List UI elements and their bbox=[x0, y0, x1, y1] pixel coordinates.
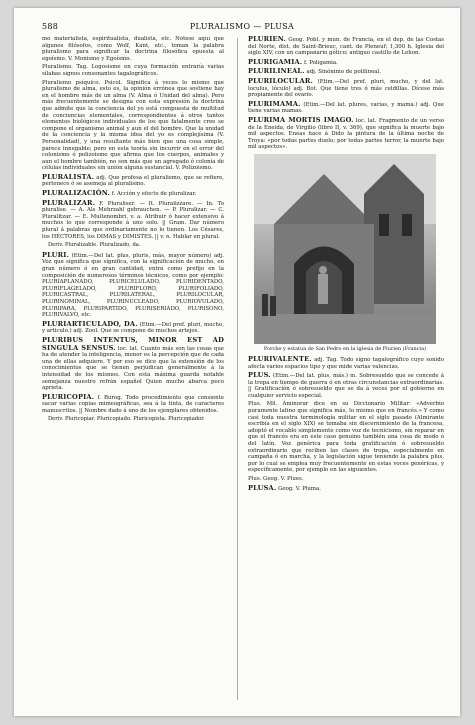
entry-paragraph bbox=[42, 36, 224, 62]
derivatives-line bbox=[48, 242, 224, 249]
entry-text: (Etim.—Del pref. pluri, mucho, y del lat. loculus, lóculo) adj. Bot. Que tiene tres ó más celdillas. Dícese más propiamente del ovario. bbox=[248, 78, 444, 99]
entry-paragraph bbox=[248, 401, 444, 474]
page-number: 588 bbox=[42, 22, 59, 31]
running-title: PLURALISMO — PLUSA bbox=[189, 22, 295, 31]
headword: PLURALIZAR. bbox=[42, 198, 96, 207]
entry-text: loc. lat. Fragmento de un verso de la Eneida, de Virgilio (libro II, v. 369), que significa la muerte bajo mil aspectos. Eneas hace á Dido la pintura de la última noche de Troya: «por todas partes duelo; por todas partes terror, la muerte bajo mil aspectos». bbox=[248, 117, 444, 151]
derivatives-line bbox=[48, 416, 224, 423]
entry-paragraph bbox=[248, 476, 444, 483]
entry-text: (Etim.—Del pref. pluri, mucho, y articulo.) adj. Zool. Que se compone de muchos artejos. bbox=[42, 321, 224, 335]
entry-text: Plus. Geog. V. Plues. bbox=[248, 476, 304, 482]
dictionary-entry bbox=[248, 59, 444, 67]
dictionary-entry bbox=[42, 337, 224, 392]
dictionary-entry bbox=[248, 36, 444, 57]
dictionary-entry bbox=[248, 68, 444, 76]
dictionary-entry bbox=[42, 174, 224, 188]
headword: PLURIARTICULADO, DA. bbox=[42, 319, 138, 328]
headword: PLURIGAMIA. bbox=[248, 57, 303, 66]
entry-text: adj. Sinónimo de polilineal. bbox=[306, 69, 381, 76]
entry-text: Geog. V. Pluma. bbox=[278, 485, 321, 492]
entry-text: f. Burog. Todo procedimiento que consiente sacar varias copias mimeográficas, sea á la tinta, de caracteres manuscritos. || Nombre dado á uno de los ejemplares obtenidos. bbox=[42, 394, 224, 414]
dictionary-page bbox=[14, 8, 460, 716]
headword: PLURICOPIA. bbox=[42, 392, 95, 401]
headword: PLUSA. bbox=[248, 483, 277, 492]
entry-text: adj. Que profesa el pluralismo, que se refiere, pertenece ó se asemeja al pluralismo. bbox=[42, 174, 224, 188]
entry-text: Pluralismo psíquico. Psicol. Significa á veces lo mismo que pluralismo de alma, esto es, la opinión errónea que sostiene hay en el hombre más de un alma (V. Alma ó Unidad del alma). Pero más frecuentemente se designa con esta expresión la doctrina que admite que la conciencia del yo está compuesta de multitud de conciencias elementales, correspondientes á otros tantos elementos biológicos individuales de los que fatalmente cree se compone el organismo animal y aun el del hombre. Que la unidad de la conciencia y la misma idea del yo es complejísima (V. Personalidad), y una resultante más bien que una cosa simple, parece innegable; pero en esta teoría sin incurrir en el error del colonismo ó polizoismo que afirma que los cuerpos, animales y aun el hombre también, no son más que un agregado ó colonia de células individuales sin unión alguna sustancial. V. Polizoismo. bbox=[42, 79, 224, 172]
headword: PLURI. bbox=[42, 250, 70, 259]
entry-text: f. Poligamia. bbox=[304, 59, 338, 66]
right-column bbox=[248, 36, 444, 702]
figure-caption: Porche y estatua de San Pedro en la iglesia de Plurien (Francia) bbox=[263, 345, 427, 352]
headword: PLURIMA MORTIS IMAGO. bbox=[248, 115, 354, 124]
dictionary-entry bbox=[42, 321, 224, 335]
entry-text: f. Acción y efecto de pluralizar. bbox=[111, 191, 197, 198]
entry-paragraph bbox=[42, 64, 224, 77]
dictionary-entry bbox=[248, 101, 444, 115]
entry-text: Plus. Mil. Aminorar dice en su Diccionario Militar: «Adverbio puramente latino que significa más, lo mismo que en francés.» Y como casi toda nuestra terminología militar en el siglo pasado (Almirante escribía en el siglo XIX) se tomaba sin discernimiento de la francesa, adoptó el vocablo simplemente como voz de tecnicismo, sin reparar en que el francés era en este caso genuino también una cosa de modo ó del latín. Voz genérica para toda gratificación ó sobresueldo extraordinario que reciben las clases de tropa, especialmente en campaña ó en marcha, y la legislación sigue teniendo la palabra plus, por lo cual se emplea muy frecuentemente en estas voces genéricas, y específicamente, por ejemplo en las siguientes. bbox=[248, 401, 444, 474]
entry-text: Pluralismo. Tag. Logosisme en cuya formación entraría varias sílabas signos consonantes tagalográficos. bbox=[42, 64, 224, 77]
dictionary-entry bbox=[248, 485, 444, 493]
dictionary-entry bbox=[42, 200, 224, 241]
headword: PLURIMAMA. bbox=[248, 99, 301, 108]
page-header bbox=[42, 22, 442, 34]
entry-text: F. Pluraliser. — It. Pluralizzare. — In. To pluralise. — A. Als Mehrzahl gebrauchen. — P. Pluralizar. — C. Pluralitzar. — E. Multenombri. v. a. Atribuir ó hacer extensivo á muchos lo que corresponde á uno solo. || Gram. Dar número plural á palabras que ordinariamente no lo tienen. Los Césares, los HÉCTORES, los DIMAS y DIMISTES. || v. n. Hablar en plural. bbox=[42, 200, 224, 240]
headword: PLURALIZACIÓN. bbox=[42, 189, 111, 198]
left-column bbox=[42, 36, 224, 702]
headword: PLURIBUS INTENTUS, MINOR EST AD SINGULA SENSUS. bbox=[42, 335, 224, 352]
entry-text: mo materialista, espiritualista, dualista, etc. Nótese aquí que algunos filósofos, como Wolf, Kant, etc., toman la palabra pluralismo para significar la doctrina filosófica opuesta al egoísmo. V. Monismo y Egoísmo. bbox=[42, 36, 224, 62]
entry-text: Geog. Pobl. y mun. de Francia, en el dep. de las Costas del Norte, dist. de Saint-Brieuc, cant. de Pleneuf; 1,300 h. Iglesia del siglo XIV, con un campanario gótico; antiguo castillo de Lehon. bbox=[248, 37, 444, 57]
headword: PLURILOCULAR. bbox=[248, 76, 314, 85]
entry-text: Deriv. Pluricopiar. Pluricopiado. Pluricopista. Pluricopiador. bbox=[48, 416, 205, 423]
dictionary-entry bbox=[248, 356, 444, 370]
headword: PLURILINEAL. bbox=[248, 67, 305, 76]
dictionary-entry bbox=[248, 372, 444, 399]
dictionary-entry bbox=[42, 190, 224, 198]
entry-text: (Etim.—Del lat. plus, más.) m. Sobresueldo que se concede á la tropa en tiempo de guerra ó en otras circunstancias extraordinarias. || Gratificación ó sobresueldo que se da á veces por el gobierno en cualquier servicio especial. bbox=[248, 373, 444, 399]
headword: PLURIEN. bbox=[248, 36, 287, 43]
entry-text: (Etim.—Del lat. plures, varias, y mama.) adj. Que tiene varias mamas. bbox=[248, 101, 444, 115]
headword: PLURALISTA. bbox=[42, 172, 95, 181]
column-divider bbox=[237, 38, 238, 700]
entry-text: adj. Tag. Todo signo tagalográfico cuyo sonido afecta varios espacios tipo y que mide varias valencias. bbox=[248, 356, 444, 370]
dictionary-entry bbox=[42, 394, 224, 415]
entry-text: Deriv. Pluralizable. Pluralizado, da. bbox=[48, 242, 141, 249]
entry-paragraph bbox=[42, 80, 224, 172]
headword: PLUS. bbox=[248, 371, 271, 380]
dictionary-entry bbox=[248, 78, 444, 99]
dictionary-entry bbox=[42, 252, 224, 319]
headword: PLURIVALENTE. bbox=[248, 354, 312, 363]
church-porch-photo bbox=[254, 154, 436, 344]
dictionary-entry bbox=[248, 117, 444, 151]
entry-text: loc. lat. Cuanto más son las cosas que ha de atender la inteligencia, menor es la percepción que de cada una de ellas adquiere. Y por eso se dice que la extensión de los conocimientos que se tienen perjudican generalmente á la intensidad de los mismos. Con esta máxima guarda notable semejanza nuestro refrán español Quien mucho abarca poco aprieta. bbox=[42, 345, 224, 392]
entry-text: (Etim.—Del lat. plus, pluris, más, mayor número) adj. Voz que significa que significa, con la significación de mucho, en gran número ó en gran cantidad, entra como prefijo en la composición de numerosos términos técnicos, como por ejemplo: PLURIAPLANADO, PLURICELULADO, PLURIDENTADO, PLURIFLAGELADO, PLURIFLORO, PLURIFOLIADO, PLURICASTRAL, PLURILATERAL, PLURILOCULAR, PLURINOMINAL, PLURINUCLEADO, PLURIOVULADO, PLURIPARA, PLURIPARTIDO, PLURISERIADO, PLURISONO, PLURIVALVO, etc. bbox=[42, 252, 224, 319]
